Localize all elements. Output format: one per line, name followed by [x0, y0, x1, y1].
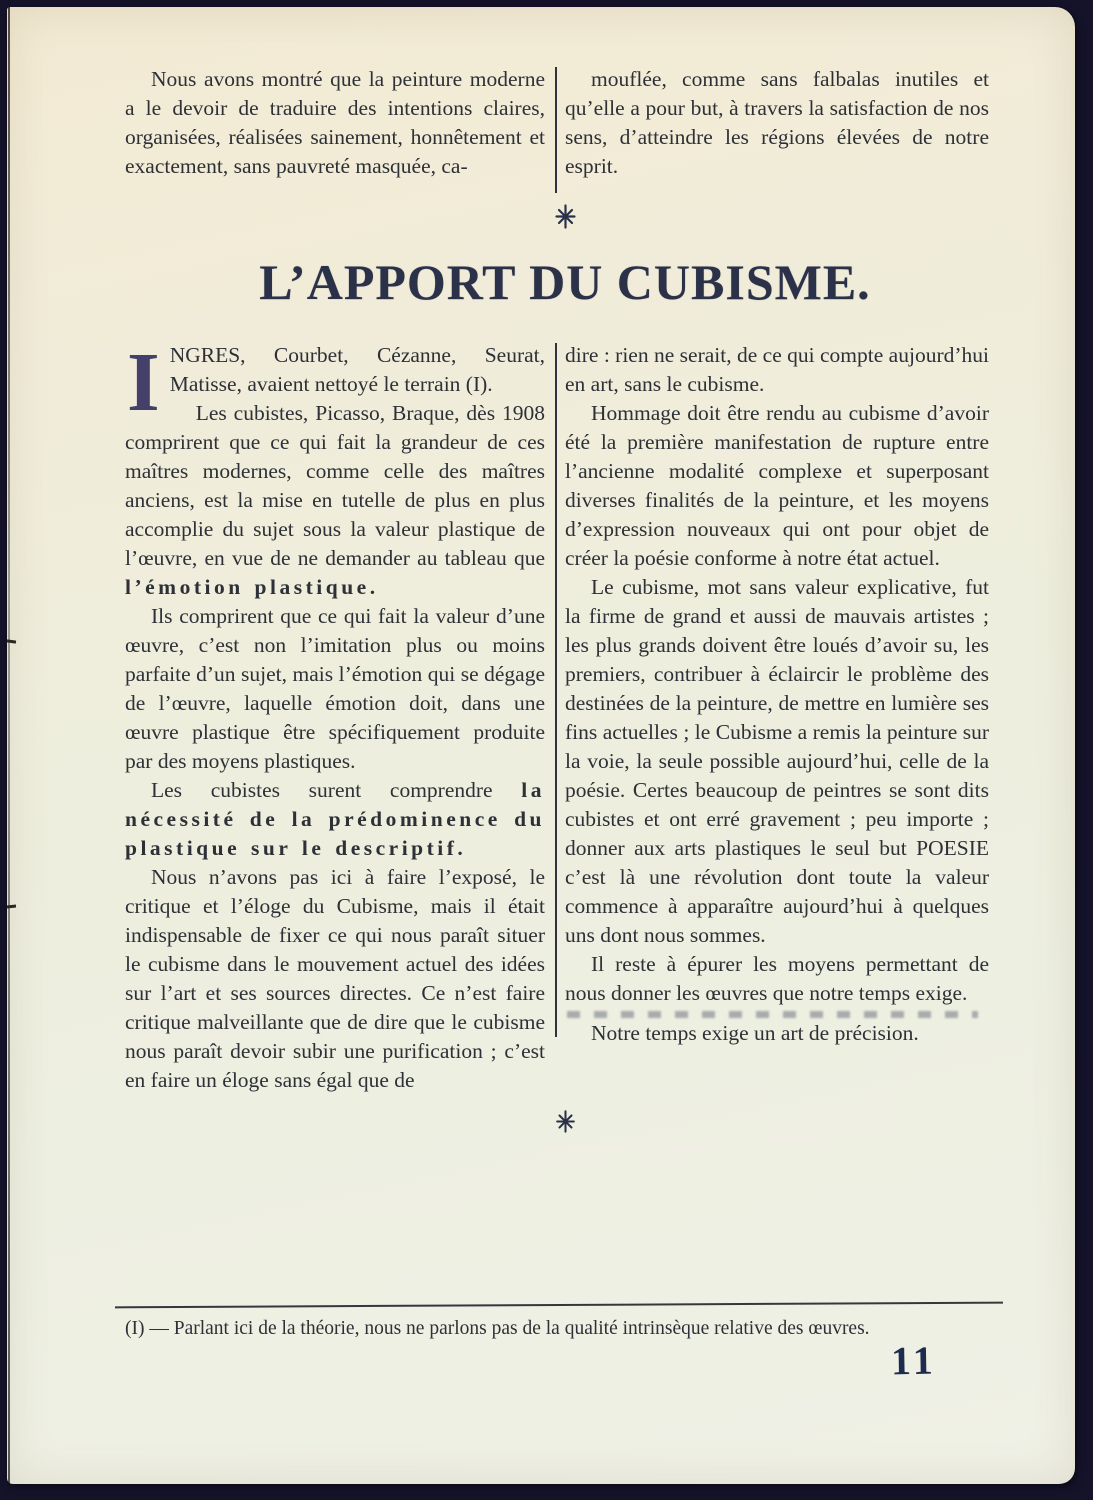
paragraph-text: NGRES, Courbet, Cézanne, Seurat, Matisse, avaient nettoyé le terrain (I). — [169, 343, 545, 396]
article-title: L’APPORT DU CUBISME. — [259, 254, 871, 310]
ink-offset-smudge — [567, 1011, 978, 1018]
paragraph-art-de-precision: Notre temps exige un art de précision. — [591, 1021, 919, 1045]
drop-cap-letter: I — [127, 336, 160, 429]
footnote-rule — [115, 1302, 1003, 1309]
paragraph-dire-rien: dire : rien ne serait, de ce qui compte aujourd’hui en art, sans le cubisme. — [565, 343, 989, 396]
emphasized-text: la nécessité de la prédominence du plastique sur le descriptif. — [125, 778, 545, 860]
asterisk-ornament-icon — [125, 203, 1005, 235]
paragraph-valeur-oeuvre: Ils comprirent que ce qui fait la valeur d’une œuvre, c’est non l’imitation plus ou moins parfaite d’un sujet, mais l’émotion qui se dégage de l’œuvre, laquelle émotion doit, dans une œuvre plastique être spécifiquement produite par des moyens plastiques. — [125, 604, 545, 773]
paragraph-hommage: Hommage doit être rendu au cubisme d’avoir été la première manifestation de rupture entre l’ancienne modalité complexe et superposant diverses finalités de la peinture, et les moyens d’expression nouveaux qui ont pour objet de créer la poésie conforme à notre état actuel. — [565, 401, 989, 570]
column-divider-rule — [555, 67, 557, 193]
paragraph-text: Les cubistes, Picasso, Braque, dès 1908 comprirent que ce qui fait la grandeur de ces maîtres modernes, comme celle des maîtres anciens, est la mise en tutelle de plus en plus accomplie du sujet sous la valeur plastique de l’œuvre, en vue de ne demander au tableau que — [125, 401, 545, 570]
body-left-column — [125, 336, 545, 1095]
intro-left-column — [125, 65, 545, 181]
article-body — [7, 336, 1075, 1095]
paragraph-expose-cubisme: Nous n’avons pas ici à faire l’exposé, le critique et l’éloge du Cubisme, mais il était indispensable de fixer ce qui nous paraît situer le cubisme dans le mouvement actuel des idées sur l’art et ses sources directes. Ce n’est faire critique malveillante que de dire que le cubisme nous paraît devoir subir une purification ; c’est en faire un éloge sans égal que de — [125, 865, 545, 1092]
paragraph-ingres — [125, 336, 545, 429]
paragraph-cubistes-1908 — [125, 399, 545, 602]
intro-right-paragraph: mouflée, comme sans falbalas inutiles et qu’elle a pour but, à travers la satisfaction de nos sens, d’atteindre les régions élevées de notre esprit. — [565, 67, 989, 178]
asterisk-ornament-icon — [125, 1109, 1005, 1139]
paragraph-text: Les cubistes surent comprendre — [151, 778, 522, 802]
column-divider-rule — [555, 343, 557, 1037]
footnote: (I) — Parlant ici de la théorie, nous ne parlons pas de la qualité intrinsèque relative des œuvres. — [125, 1318, 870, 1339]
paragraph-le-cubisme-mot: Le cubisme, mot sans valeur explicative, fut la firme de grand et aussi de mauvais artistes ; les plus grands doivent être loués d’avoir su, les premiers, contribuer à éclaircir le problème des destinées de la peinture, de mettre en lumière ses fins actuelles ; le Cubisme a remis la peinture sur la voie, la seule possible aujourd’hui, celle de la poésie. Certes beaucoup de peintres se sont dits cubistes et ont erré gravement ; peu importe ; donner aux arts plastiques le seul but POESIE c’est là une révolution dont toute la valeur commence à apparaître aujourd’hui à quelques uns dont nous sommes. — [565, 575, 989, 947]
intro-section — [7, 65, 1075, 193]
page-number: 11 — [890, 1337, 938, 1384]
intro-right-column — [565, 65, 989, 181]
paragraph-predominence — [125, 776, 545, 863]
paragraph-il-reste: Il reste à épurer les moyens permettant de nous donner les œuvres que notre temps exige. — [565, 952, 989, 1005]
intro-left-paragraph: Nous avons montré que la peinture moderne a le devoir de traduire des intentions claires, organisées, réalisées sainement, honnêtement et exactement, sans pauvreté masquée, ca- — [125, 67, 545, 178]
body-right-column — [565, 341, 989, 1048]
book-page — [7, 7, 1075, 1484]
emphasized-text: l’émotion plastique. — [125, 575, 379, 599]
